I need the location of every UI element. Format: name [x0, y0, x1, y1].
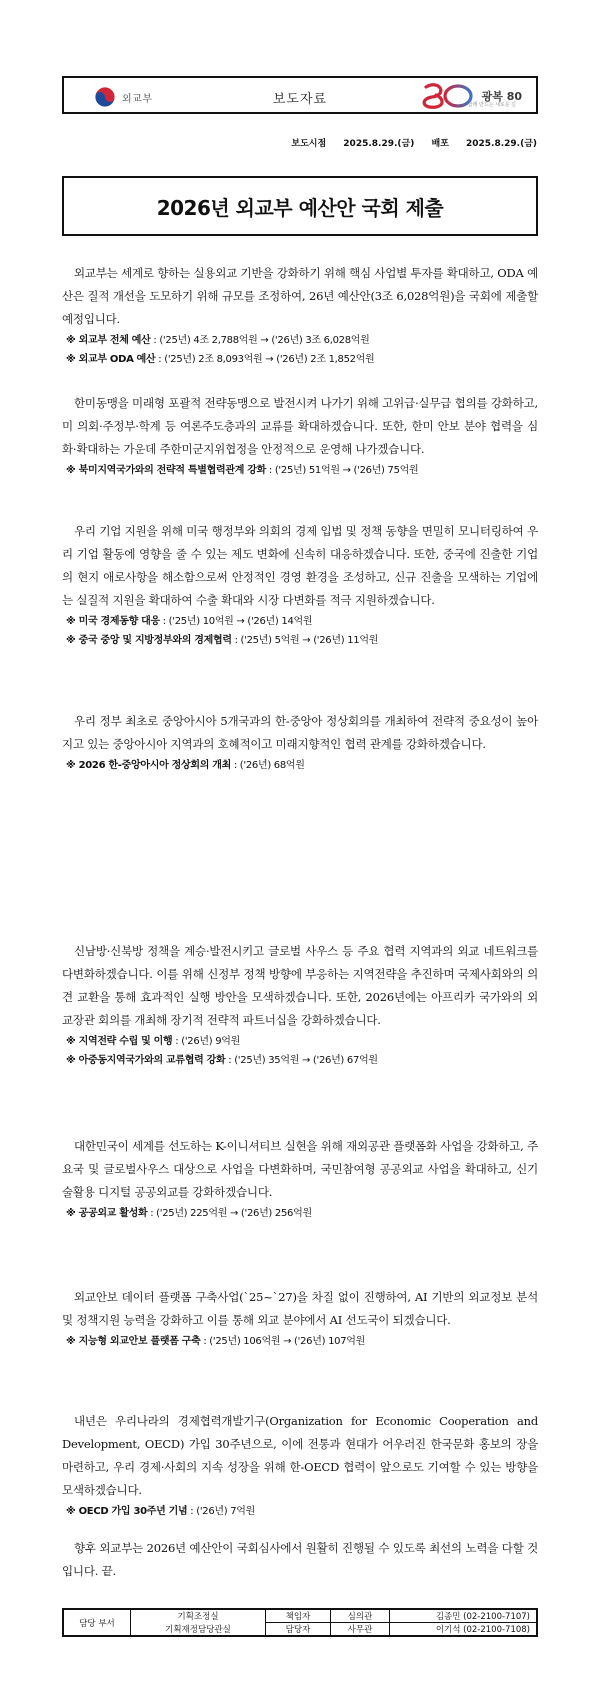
- table-row: [63, 1609, 537, 1623]
- press-header: [62, 76, 538, 114]
- section-2: [62, 392, 538, 480]
- budget-note: ※ 지능형 외교안보 플랫폼 구축 : ('25년) 106억원 → ('26년) 107억원: [66, 1336, 365, 1347]
- section-5: [62, 940, 538, 1070]
- contact-table: [62, 1608, 538, 1637]
- closing-statement: 향후 외교부는 2026년 예산안이 국회심사에서 원활히 진행될 수 있도록 최선의 노력을 다할 것입니다. 끝.: [62, 1541, 538, 1578]
- budget-note: ※ 아중동지역국가와의 교류협력 강화 : ('25년) 35억원 → ('26년) 67억원: [66, 1055, 378, 1066]
- section-3: [62, 520, 538, 650]
- section-4: [62, 710, 538, 775]
- section-7: [62, 1286, 538, 1351]
- budget-note: ※ 외교부 ODA 예산 : ('25년) 2조 8,093억원 → ('26년) 2조 1,852억원: [66, 354, 375, 365]
- section-body: 외교안보 데이터 플랫폼 구축사업(`25~`27)을 차질 없이 진행하여, AI 기반의 외교정보 분석 및 정책지원 능력을 강화하고 이를 통해 외교 분야에서 AI 선도국이 되겠습니다.: [62, 1290, 538, 1327]
- contact-info: 김종민 (02-2100-7107): [390, 1609, 538, 1623]
- table-row: [63, 1623, 537, 1637]
- section-body: 한미동맹을 미래형 포괄적 전략동맹으로 발전시켜 나가기 위해 고위급·실무급 협의를 강화하고, 미 의회·주정부·학계 등 여론주도층과의 교류를 확대하겠습니다. 또한, 한미 안보 분야 협력을 심화·확대하는 가운데 주한미군지위협정을 안정적으로 운영해 나가겠습니다.: [62, 396, 538, 456]
- budget-note: ※ OECD 가입 30주년 기념 : ('26년) 7억원: [66, 1506, 256, 1517]
- dept-line1: 기획조정실: [131, 1609, 266, 1623]
- section-body: 외교부는 세계로 향하는 실용외교 기반을 강화하기 위해 핵심 사업별 투자를 확대하고, ODA 예산은 질적 개선을 도모하기 위해 규모를 조정하여, 26년 예산안(3조 6,028억원)을 국회에 제출할 예정입니다.: [62, 266, 538, 326]
- budget-note: ※ 중국 중앙 및 지방정부와의 경제협력 : ('25년) 5억원 → ('26년) 11억원: [66, 635, 379, 646]
- mofa-logo-text: 외교부: [122, 93, 153, 105]
- title-box: [62, 176, 538, 236]
- section-8: [62, 1410, 538, 1521]
- liberation-80-subtext: 함께 만드는 새로운 길: [467, 102, 516, 108]
- embargo-label: 보도시점: [291, 139, 327, 149]
- budget-note: ※ 지역전략 수립 및 이행 : ('26년) 9억원: [66, 1036, 241, 1047]
- budget-note: ※ 북미지역국가와의 전략적 특별협력관계 강화 : ('25년) 51억원 → ('26년) 75억원: [66, 465, 419, 476]
- section-1: [62, 262, 538, 369]
- embargo-date: 2025.8.29.(금): [343, 139, 415, 149]
- budget-note: ※ 외교부 전체 예산 : ('25년) 4조 2,788억원 → ('26년) 3조 6,028억원: [66, 335, 370, 346]
- role-label: 책임자: [266, 1609, 331, 1623]
- release-date: 2025.8.29.(금): [465, 139, 537, 149]
- budget-note: ※ 공공외교 활성화 : ('25년) 225억원 → ('26년) 256억원: [66, 1208, 312, 1219]
- document-title: 2026년 외교부 예산안 국회 제출: [156, 195, 444, 220]
- section-9: [62, 1537, 538, 1583]
- role-title: 심의관: [331, 1609, 390, 1623]
- liberation-80-text: 광복 80: [481, 90, 522, 103]
- release-dates: [291, 136, 537, 149]
- dept-label: 담당 부서: [63, 1609, 131, 1636]
- budget-note: ※ 미국 경제동향 대응 : ('25년) 10억원 → ('26년) 14억원: [66, 616, 313, 627]
- section-body: 신남방·신북방 정책을 계승·발전시키고 글로벌 사우스 등 주요 협력 지역과의 외교 네트워크를 다변화하겠습니다. 이를 위해 신정부 정책 방향에 부응하는 지역전략을 추진하며 국제사회와의 의견 교환을 통해 효과적인 실행 방안을 모색하겠습니다. 또한, 2026년에는 아프리카 국가와의 외교장관 회의를 개최해 장기적 전략적 파트너십을 강화하겠습니다.: [62, 944, 538, 1027]
- header-title: 보도자료: [272, 92, 328, 107]
- dept-line2: 기획재정담당관실: [131, 1623, 266, 1637]
- contact-info: 이기석 (02-2100-7108): [390, 1623, 538, 1637]
- section-body: 우리 정부 최초로 중앙아시아 5개국과의 한-중앙아 정상회의를 개최하여 전략적 중요성이 높아지고 있는 중앙아시아 지역과의 호혜적이고 미래지향적인 협력 관계를 강화하겠습니다.: [62, 714, 538, 751]
- liberation-80-logo: [418, 81, 522, 111]
- budget-note: ※ 2026 한-중앙아시아 정상회의 개최 : ('26년) 68억원: [66, 760, 305, 771]
- section-body: 내년은 우리나라의 경제협력개발기구(Organization for Economic Cooperation and Development, OECD) 가입 30주년으로, 이에 전통과 현대가 어우러진 한국문화 홍보의 장을 마련하고, 우리 경제·사회의 지속 성장을 위해 한-OECD 협력이 앞으로도 기여할 수 있는 방향을 모색하겠습니다.: [62, 1414, 538, 1497]
- section-6: [62, 1135, 538, 1223]
- role-title: 사무관: [331, 1623, 390, 1637]
- release-label: 배포: [431, 139, 449, 149]
- section-body: 대한민국이 세계를 선도하는 K-이니셔티브 실현을 위해 재외공관 플랫폼화 사업을 강화하고, 주요국 및 글로벌사우스 대상으로 사업을 다변화하며, 국민참여형 공공외교 사업을 확대하고, 신기술활용 디지털 공공외교를 강화하겠습니다.: [62, 1139, 538, 1199]
- role-label: 담당자: [266, 1623, 331, 1637]
- section-body: 우리 기업 지원을 위해 미국 행정부와 의회의 경제 입법 및 정책 동향을 면밀히 모니터링하여 우리 기업 활동에 영향을 줄 수 있는 제도 변화에 신속히 대응하겠습니다. 또한, 중국에 진출한 기업의 현지 애로사항을 해소함으로써 안정적인 경영 환경을 조성하고, 신규 진출을 모색하는 기업에는 실질적 지원을 확대하여 수출 확대와 시장 다변화를 적극 지원하겠습니다.: [62, 524, 538, 607]
